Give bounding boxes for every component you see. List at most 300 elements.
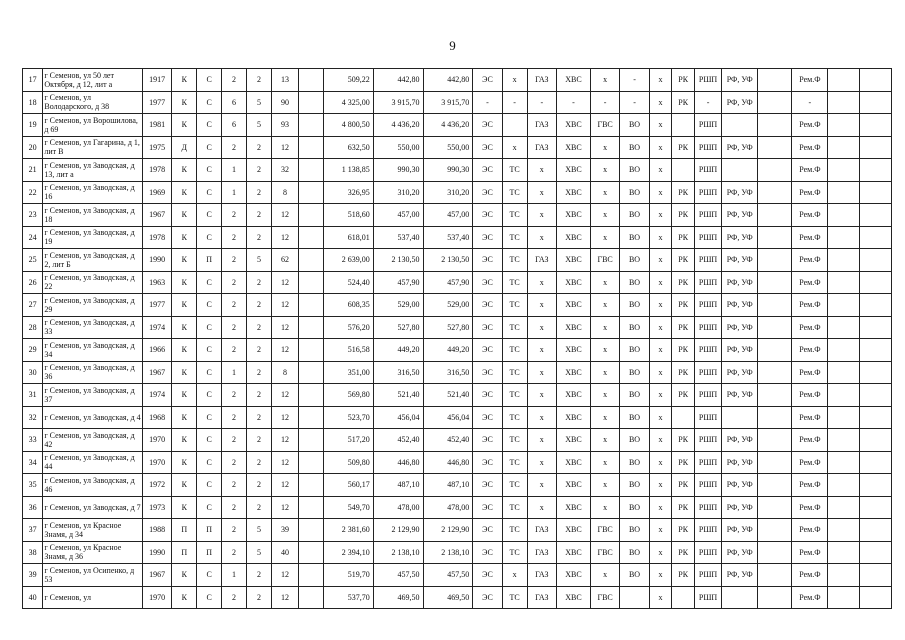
table-cell: 469,50 [373, 586, 423, 609]
table-cell: РШП [694, 451, 721, 474]
table-cell: К [172, 294, 197, 317]
table-cell: Рем.Ф [792, 564, 828, 587]
table-cell: 2 [222, 249, 247, 272]
table-cell: ГАЗ [527, 136, 556, 159]
table-cell: 39 [271, 519, 298, 542]
table-cell: РШП [694, 406, 721, 429]
table-cell: ЭС [473, 249, 502, 272]
table-cell: 2 [222, 316, 247, 339]
table-cell: ТС [502, 406, 527, 429]
table-cell: РШП [694, 271, 721, 294]
table-cell: С [197, 294, 222, 317]
table-cell: х [590, 429, 619, 452]
table-cell: ТС [502, 496, 527, 519]
table-cell: РШП [694, 339, 721, 362]
table-cell: ХВС [556, 496, 590, 519]
table-cell: К [172, 406, 197, 429]
table-cell [828, 249, 860, 272]
table-cell: РШП [694, 564, 721, 587]
table-cell: ТС [502, 451, 527, 474]
table-cell: С [197, 361, 222, 384]
table-cell: РК [672, 384, 695, 407]
table-cell: Рем.Ф [792, 384, 828, 407]
table-cell: х [590, 361, 619, 384]
table-cell: 2 [247, 204, 272, 227]
table-cell [828, 316, 860, 339]
table-cell: 1966 [142, 339, 171, 362]
table-cell: РК [672, 204, 695, 227]
table-cell: РШП [694, 586, 721, 609]
table-cell: ХВС [556, 181, 590, 204]
table-cell: 446,80 [373, 451, 423, 474]
address-cell: г Семенов, ул Заводская, д 19 [43, 226, 143, 249]
table-cell: К [172, 474, 197, 497]
table-cell: ТС [502, 316, 527, 339]
table-cell: 2 [247, 474, 272, 497]
table-cell: Рем.Ф [792, 226, 828, 249]
table-cell: 2 [247, 361, 272, 384]
table-cell: ТС [502, 249, 527, 272]
table-cell [860, 271, 892, 294]
table-cell [860, 136, 892, 159]
table-cell: ТС [502, 586, 527, 609]
table-cell: 990,30 [373, 159, 423, 182]
table-cell: ЭС [473, 271, 502, 294]
table-cell: ВО [620, 361, 649, 384]
table-cell: 1981 [142, 114, 171, 137]
table-cell: 1 [222, 361, 247, 384]
table-cell [860, 564, 892, 587]
table-cell: 326,95 [323, 181, 373, 204]
table-cell: РК [672, 294, 695, 317]
table-cell: ТС [502, 339, 527, 362]
table-cell: С [197, 181, 222, 204]
table-cell: РФ, УФ [722, 496, 758, 519]
table-cell: 449,20 [423, 339, 473, 362]
table-cell: х [649, 384, 672, 407]
table-cell: ГВС [590, 249, 619, 272]
table-cell: РФ, УФ [722, 451, 758, 474]
table-cell: - [694, 91, 721, 114]
table-cell [860, 429, 892, 452]
table-cell: Рем.Ф [792, 316, 828, 339]
table-row [23, 474, 892, 497]
table-cell: РШП [694, 361, 721, 384]
table-cell: 1967 [142, 204, 171, 227]
table-cell: 487,10 [373, 474, 423, 497]
table-cell [299, 361, 324, 384]
table-cell [828, 136, 860, 159]
table-cell [299, 384, 324, 407]
table-cell [758, 271, 792, 294]
row-number-cell: 32 [23, 406, 43, 429]
table-cell: 537,70 [323, 586, 373, 609]
table-cell: К [172, 316, 197, 339]
table-cell: 549,70 [323, 496, 373, 519]
table-cell: С [197, 451, 222, 474]
table-cell: 1978 [142, 226, 171, 249]
table-cell: ХВС [556, 519, 590, 542]
table-cell: РК [672, 316, 695, 339]
row-number-cell: 26 [23, 271, 43, 294]
table-cell: 12 [271, 339, 298, 362]
table-cell: РФ, УФ [722, 181, 758, 204]
table-cell: 1 [222, 181, 247, 204]
table-cell [860, 586, 892, 609]
table-cell: РФ, УФ [722, 136, 758, 159]
table-cell: РК [672, 474, 695, 497]
table-cell: РК [672, 226, 695, 249]
table-cell: РФ, УФ [722, 249, 758, 272]
table-cell: 4 800,50 [323, 114, 373, 137]
row-number-cell: 40 [23, 586, 43, 609]
table-cell [758, 384, 792, 407]
table-cell: РШП [694, 114, 721, 137]
table-row [23, 69, 892, 92]
table-cell: С [197, 91, 222, 114]
table-cell: Рем.Ф [792, 519, 828, 542]
table-cell: РФ, УФ [722, 69, 758, 92]
table-cell: К [172, 339, 197, 362]
table-cell: С [197, 339, 222, 362]
table-cell: х [527, 429, 556, 452]
housing-registry-table [22, 68, 892, 609]
table-cell: х [649, 136, 672, 159]
table-cell [758, 586, 792, 609]
table-cell [828, 496, 860, 519]
table-cell: РК [672, 429, 695, 452]
table-cell: х [527, 451, 556, 474]
row-number-cell: 17 [23, 69, 43, 92]
table-cell: 456,04 [423, 406, 473, 429]
table-cell: 2 [247, 496, 272, 519]
table-cell [860, 204, 892, 227]
table-cell: 608,35 [323, 294, 373, 317]
table-cell: 537,40 [423, 226, 473, 249]
table-cell: 452,40 [373, 429, 423, 452]
table-cell: х [649, 541, 672, 564]
table-row [23, 339, 892, 362]
table-cell: РК [672, 136, 695, 159]
table-cell: К [172, 91, 197, 114]
table-cell: 2 130,50 [423, 249, 473, 272]
address-cell: г Семенов, ул Заводская, д 42 [43, 429, 143, 452]
table-cell [860, 91, 892, 114]
row-number-cell: 18 [23, 91, 43, 114]
table-cell: РФ, УФ [722, 339, 758, 362]
table-cell: 2 [222, 69, 247, 92]
table-cell: х [527, 474, 556, 497]
table-cell: ХВС [556, 586, 590, 609]
table-cell: ЭС [473, 586, 502, 609]
table-cell: 576,20 [323, 316, 373, 339]
row-number-cell: 21 [23, 159, 43, 182]
table-cell: 550,00 [373, 136, 423, 159]
table-cell: Рем.Ф [792, 114, 828, 137]
table-cell [758, 316, 792, 339]
table-row [23, 316, 892, 339]
table-cell: ГАЗ [527, 69, 556, 92]
table-cell: 2 [222, 271, 247, 294]
table-row [23, 114, 892, 137]
table-cell: 523,70 [323, 406, 373, 429]
table-cell: 1969 [142, 181, 171, 204]
table-cell: К [172, 496, 197, 519]
table-row [23, 136, 892, 159]
table-cell: 2 [222, 384, 247, 407]
table-cell: х [527, 406, 556, 429]
table-cell [758, 226, 792, 249]
address-cell: г Семенов, ул 50 лет Октября, д 12, лит а [43, 69, 143, 92]
table-cell: ЭС [473, 114, 502, 137]
table-cell: 40 [271, 541, 298, 564]
table-cell: 2 [222, 451, 247, 474]
table-cell: ВО [620, 226, 649, 249]
table-cell: РФ, УФ [722, 226, 758, 249]
table-cell: 1970 [142, 451, 171, 474]
table-cell: х [649, 294, 672, 317]
table-cell: С [197, 474, 222, 497]
table-cell: 1988 [142, 519, 171, 542]
table-cell: ХВС [556, 159, 590, 182]
table-cell: 316,50 [373, 361, 423, 384]
table-cell: х [502, 69, 527, 92]
row-number-cell: 31 [23, 384, 43, 407]
table-cell: 2 [222, 204, 247, 227]
table-cell: - [590, 91, 619, 114]
table-cell [758, 204, 792, 227]
table-cell [299, 564, 324, 587]
table-cell: 632,50 [323, 136, 373, 159]
table-cell: 469,50 [423, 586, 473, 609]
table-cell: 569,80 [323, 384, 373, 407]
table-cell: РК [672, 271, 695, 294]
table-cell: 2 [222, 586, 247, 609]
table-cell: РШП [694, 474, 721, 497]
table-cell: ЭС [473, 316, 502, 339]
table-cell: 1973 [142, 496, 171, 519]
table-cell: 1974 [142, 384, 171, 407]
table-cell [299, 474, 324, 497]
table-cell: - [792, 91, 828, 114]
table-cell: С [197, 136, 222, 159]
table-cell: ХВС [556, 69, 590, 92]
address-cell: г Семенов, ул Ворошилова, д 69 [43, 114, 143, 137]
table-cell [828, 474, 860, 497]
table-cell: 521,40 [423, 384, 473, 407]
table-cell: 442,80 [373, 69, 423, 92]
table-cell: 524,40 [323, 271, 373, 294]
table-cell: ВО [620, 294, 649, 317]
table-cell: х [649, 339, 672, 362]
table-cell: 2 138,10 [373, 541, 423, 564]
row-number-cell: 35 [23, 474, 43, 497]
table-cell: 518,60 [323, 204, 373, 227]
table-cell: П [197, 541, 222, 564]
table-cell: Рем.Ф [792, 474, 828, 497]
table-cell: ХВС [556, 294, 590, 317]
table-cell: РШП [694, 69, 721, 92]
table-cell: 13 [271, 69, 298, 92]
table-cell: х [590, 474, 619, 497]
address-cell: г Семенов, ул Заводская, д 16 [43, 181, 143, 204]
table-cell: 2 [247, 451, 272, 474]
table-cell: С [197, 114, 222, 137]
table-cell: ЭС [473, 204, 502, 227]
table-cell [299, 271, 324, 294]
table-cell [860, 294, 892, 317]
table-cell: х [527, 271, 556, 294]
table-cell: С [197, 271, 222, 294]
table-cell [299, 541, 324, 564]
table-cell: 487,10 [423, 474, 473, 497]
table-cell: 5 [247, 519, 272, 542]
table-cell [828, 159, 860, 182]
table-cell [672, 114, 695, 137]
table-cell: РК [672, 451, 695, 474]
table-cell: Д [172, 136, 197, 159]
table-cell: 2 [222, 474, 247, 497]
table-cell: х [590, 294, 619, 317]
table-cell: х [649, 91, 672, 114]
table-cell: Рем.Ф [792, 451, 828, 474]
table-cell: 4 436,20 [423, 114, 473, 137]
table-cell [758, 496, 792, 519]
table-cell [828, 429, 860, 452]
table-cell [828, 181, 860, 204]
table-cell [758, 159, 792, 182]
table-cell: х [590, 564, 619, 587]
row-number-cell: 29 [23, 339, 43, 362]
table-cell [299, 114, 324, 137]
table-cell: ГВС [590, 519, 619, 542]
table-cell: 5 [247, 541, 272, 564]
table-cell [860, 226, 892, 249]
table-cell: ВО [620, 564, 649, 587]
table-cell: Рем.Ф [792, 249, 828, 272]
table-cell [299, 429, 324, 452]
table-cell: ГАЗ [527, 541, 556, 564]
table-cell: 517,20 [323, 429, 373, 452]
table-cell: К [172, 586, 197, 609]
table-cell: ТС [502, 519, 527, 542]
table-cell: 2 [247, 339, 272, 362]
table-cell [828, 361, 860, 384]
table-cell: х [527, 496, 556, 519]
table-cell: х [590, 316, 619, 339]
table-cell: 1974 [142, 316, 171, 339]
table-cell: С [197, 159, 222, 182]
address-cell: г Семенов, ул Заводская, д 36 [43, 361, 143, 384]
table-cell: 478,00 [423, 496, 473, 519]
table-cell: ТС [502, 361, 527, 384]
address-cell: г Семенов, ул Красное Знамя, д 36 [43, 541, 143, 564]
table-cell: РФ, УФ [722, 541, 758, 564]
table-cell: х [649, 474, 672, 497]
table-cell: ЭС [473, 69, 502, 92]
table-cell: ЭС [473, 451, 502, 474]
table-cell [758, 429, 792, 452]
table-cell: 12 [271, 226, 298, 249]
table-cell: Рем.Ф [792, 204, 828, 227]
table-cell: С [197, 204, 222, 227]
table-cell: ГВС [590, 586, 619, 609]
address-cell: г Семенов, ул Заводская, д 2, лит Б [43, 249, 143, 272]
table-cell: ХВС [556, 361, 590, 384]
table-cell: 456,04 [373, 406, 423, 429]
table-row [23, 91, 892, 114]
table-cell: РШП [694, 429, 721, 452]
table-cell: Рем.Ф [792, 541, 828, 564]
table-cell: 1963 [142, 271, 171, 294]
table-cell: ГАЗ [527, 519, 556, 542]
table-cell: Рем.Ф [792, 361, 828, 384]
table-cell: х [649, 429, 672, 452]
table-cell: 1978 [142, 159, 171, 182]
table-cell: ХВС [556, 564, 590, 587]
table-cell: РШП [694, 226, 721, 249]
table-cell: С [197, 316, 222, 339]
table-cell: РК [672, 339, 695, 362]
table-cell: 12 [271, 451, 298, 474]
table-row [23, 406, 892, 429]
table-cell: 3 915,70 [423, 91, 473, 114]
table-cell: х [502, 136, 527, 159]
row-number-cell: 36 [23, 496, 43, 519]
table-cell: ВО [620, 159, 649, 182]
table-cell: Рем.Ф [792, 181, 828, 204]
table-cell: С [197, 564, 222, 587]
address-cell: г Семенов, ул Осипенко, д 53 [43, 564, 143, 587]
table-cell [758, 451, 792, 474]
table-cell: РК [672, 361, 695, 384]
table-cell: П [197, 519, 222, 542]
table-cell: Рем.Ф [792, 586, 828, 609]
table-cell: 1975 [142, 136, 171, 159]
table-cell: К [172, 429, 197, 452]
table-cell: 2 [222, 519, 247, 542]
table-cell: - [620, 91, 649, 114]
table-cell: РК [672, 91, 695, 114]
table-cell: х [649, 316, 672, 339]
table-cell [860, 69, 892, 92]
table-cell: 2 [247, 69, 272, 92]
table-cell [758, 294, 792, 317]
table-cell: 1990 [142, 541, 171, 564]
table-cell [758, 249, 792, 272]
table-cell [860, 474, 892, 497]
table-cell: 316,50 [423, 361, 473, 384]
table-cell: ЭС [473, 406, 502, 429]
table-cell: 1 [222, 159, 247, 182]
table-cell: х [649, 564, 672, 587]
table-cell [860, 406, 892, 429]
table-cell: 1967 [142, 361, 171, 384]
table-row [23, 586, 892, 609]
table-cell: РШП [694, 159, 721, 182]
table-cell: РК [672, 519, 695, 542]
table-cell: РК [672, 541, 695, 564]
table-cell: ХВС [556, 339, 590, 362]
table-cell [299, 226, 324, 249]
table-cell: РФ, УФ [722, 564, 758, 587]
table-cell [758, 69, 792, 92]
table-cell [722, 114, 758, 137]
table-cell: 1968 [142, 406, 171, 429]
row-number-cell: 30 [23, 361, 43, 384]
table-cell: 12 [271, 406, 298, 429]
table-row [23, 294, 892, 317]
